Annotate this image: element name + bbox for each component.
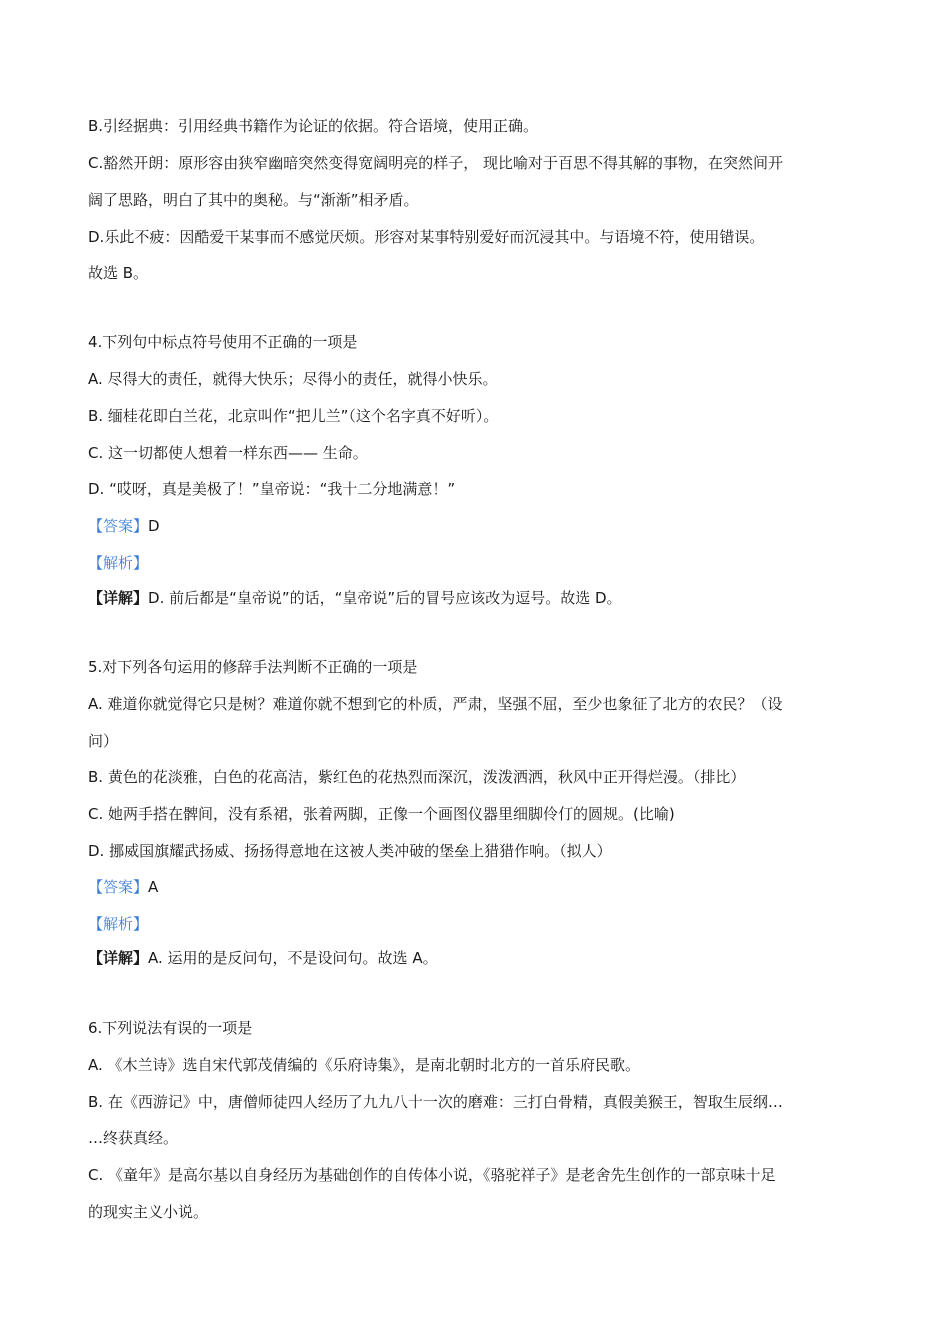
option-line: C. 这一切都使人想着一样东西—— 生命。 xyxy=(88,444,368,462)
question-4-title: 4.下列句中标点符号使用不正确的一项是 xyxy=(88,333,358,351)
option-line: D. 挪威国旗耀武扬威、扬扬得意地在这被人类冲破的堡垒上猎猎作响。（拟人） xyxy=(88,842,612,860)
question-5-title: 5.对下列各句运用的修辞手法判断不正确的一项是 xyxy=(88,658,418,676)
option-line: 问） xyxy=(88,732,119,750)
answer-tag: 【答案】 xyxy=(88,878,149,896)
text-line: 故选 B。 xyxy=(88,264,149,282)
analysis-line xyxy=(88,914,148,934)
detail-text: D. 前后都是“皇帝说”的话，“皇帝说”后的冒号应该改为逗号。故选 D。 xyxy=(148,589,622,607)
option-line: 的现实主义小说。 xyxy=(88,1203,209,1221)
detail-tag: 【详解】 xyxy=(88,949,149,967)
detail-tag: 【详解】 xyxy=(88,589,149,607)
option-line: B. 在《西游记》中，唐僧师徒四人经历了九九八十一次的磨难：三打白骨精，真假美猴王，智取生辰纲… xyxy=(88,1093,783,1111)
question-6-title: 6.下列说法有误的一项是 xyxy=(88,1019,253,1037)
analysis-line xyxy=(88,553,148,573)
text-line: B.引经据典：引用经典书籍作为论证的依据。符合语境，使用正确。 xyxy=(88,117,539,135)
answer-value: A xyxy=(148,878,159,896)
analysis-tag: 【解析】 xyxy=(88,554,149,572)
option-line: A. 《木兰诗》选自宋代郭茂倩编的《乐府诗集》，是南北朝时北方的一首乐府民歌。 xyxy=(88,1056,641,1074)
option-line: B. 黄色的花淡雅，白色的花高洁，紫红色的花热烈而深沉，泼泼洒洒，秋风中正开得烂漫。（排比） xyxy=(88,768,746,786)
option-line: C. 《童年》是高尔基以自身经历为基础创作的自传体小说，《骆驼祥子》是老舍先生创作的一部京味十足 xyxy=(88,1166,776,1184)
option-line: B. 缅桂花即白兰花，北京叫作“把儿兰”（这个名字真不好听）。 xyxy=(88,407,499,425)
option-line: D. “哎呀，真是美极了！”皇帝说：“我十二分地满意！” xyxy=(88,480,456,498)
detail-line xyxy=(88,588,622,608)
text-line: 阔了思路，明白了其中的奥秘。与“渐渐”相矛盾。 xyxy=(88,191,419,209)
answer-line xyxy=(88,877,158,897)
option-line: C. 她两手搭在髀间，没有系裙，张着两脚，正像一个画图仪器里细脚伶仃的圆规。(比喻) xyxy=(88,805,675,823)
answer-line xyxy=(88,516,160,536)
text-line: C.豁然开朗：原形容由狭窄幽暗突然变得宽阔明亮的样子， 现比喻对于百思不得其解的事物，在突然间开 xyxy=(88,154,784,172)
analysis-tag: 【解析】 xyxy=(88,915,149,933)
detail-text: A. 运用的是反问句，不是设问句。故选 A。 xyxy=(148,949,438,967)
option-line: A. 难道你就觉得它只是树？难道你就不想到它的朴质，严肃，坚强不屈，至少也象征了北方的农民？（设 xyxy=(88,695,783,713)
answer-value: D xyxy=(148,517,160,535)
option-line: A. 尽得大的责任，就得大快乐；尽得小的责任，就得小快乐。 xyxy=(88,370,498,388)
text-line: D.乐此不疲：因酷爱干某事而不感觉厌烦。形容对某事特别爱好而沉浸其中。与语境不符，使用错误。 xyxy=(88,228,765,246)
answer-tag: 【答案】 xyxy=(88,517,149,535)
option-line: …终获真经。 xyxy=(88,1129,179,1147)
detail-line xyxy=(88,948,438,968)
